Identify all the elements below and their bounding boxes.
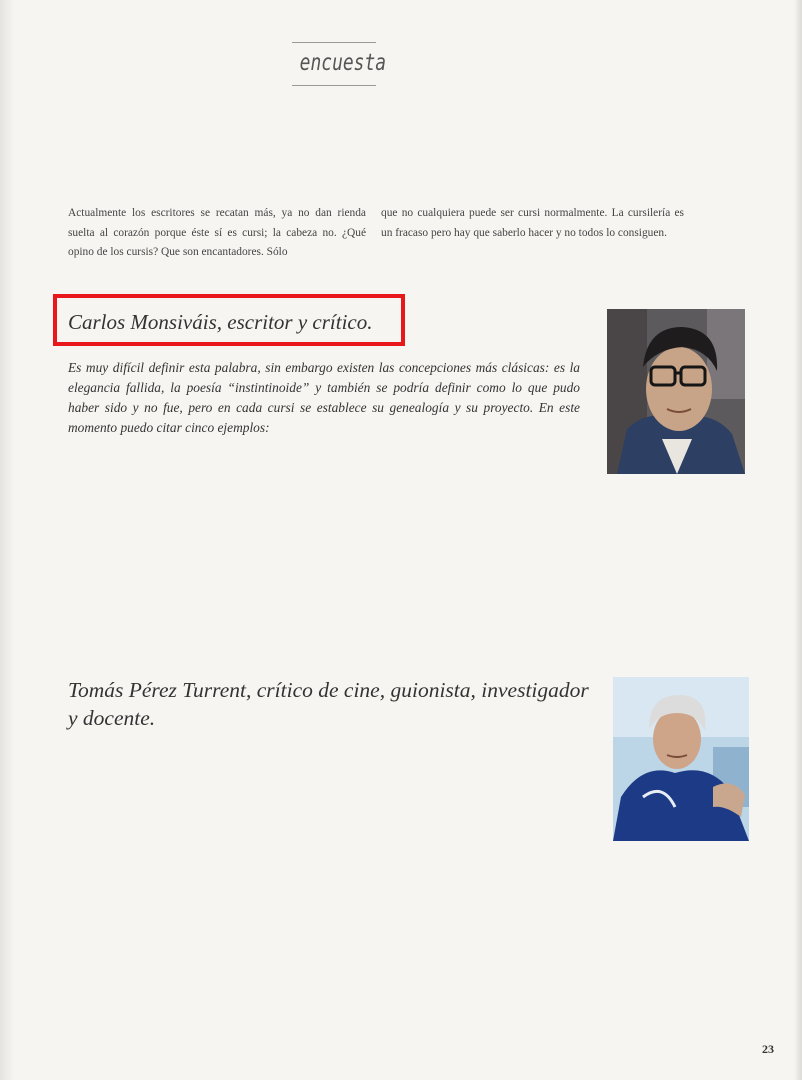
- highlight-box: [53, 294, 405, 346]
- intro-column-right: que no cualquiera puede ser cursi normalmente. La cursilería es un fracaso pero hay que saberlo hacer y no todos lo consiguen.: [381, 207, 684, 239]
- header-rule-top: [292, 42, 376, 43]
- page-edge-shadow: [794, 0, 802, 1080]
- page-gutter-shadow: [0, 0, 14, 1080]
- section-header: [290, 40, 387, 88]
- interviewee-quote-monsivais: Es muy difícil definir esta palabra, sin embargo existen las concepciones más clásicas: es la elegancia fallida, la poesía “instintinoide” y también se podría definir como lo que pudo haber sido y no fue, pero en cada cursi se establece su genealogía y su proyecto. En este momento puedo citar cinco ejemplos:: [68, 360, 580, 435]
- interviewee-name-monsivais: Carlos Monsiváis, escritor y crítico.: [68, 310, 373, 334]
- portrait-photo-perez: [613, 677, 749, 841]
- section-label: encuesta: [299, 50, 387, 76]
- portrait-photo-monsivais: [607, 309, 745, 474]
- interviewee-name-perez: Tomás Pérez Turrent, crítico de cine, guionista, investigador y docente.: [68, 678, 589, 730]
- header-rule-bottom: [292, 85, 376, 86]
- page-number: 23: [762, 1042, 774, 1056]
- intro-column-left: Actualmente los escritores se recatan más, ya no dan rienda suelta al corazón porque éste sí es cursi; la cabeza no. ¿Qué opino de los cursis? Que son encantadores. Sólo: [68, 207, 366, 258]
